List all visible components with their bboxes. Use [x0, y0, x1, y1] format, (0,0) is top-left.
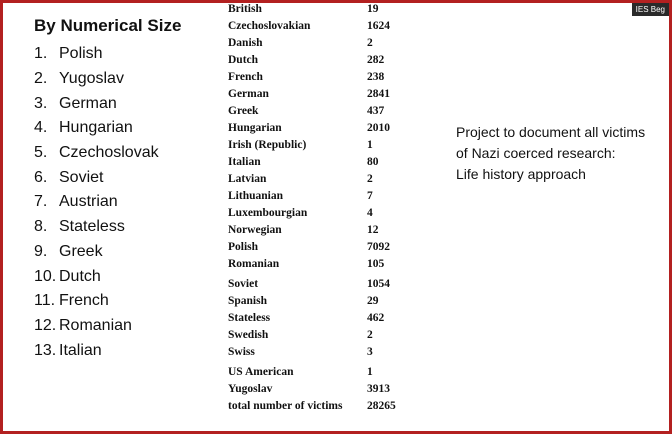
- rank-item: [34, 165, 159, 190]
- ranking-title: By Numerical Size: [34, 16, 182, 35]
- count-cell: 1: [367, 139, 373, 151]
- count-cell: 462: [367, 312, 385, 324]
- rank-item: [34, 264, 159, 289]
- rank-item: [34, 42, 159, 67]
- count-cell: 437: [367, 105, 385, 117]
- rank-number: 6.: [34, 168, 48, 186]
- rank-number: 10.: [34, 267, 57, 285]
- rank-number: 1.: [34, 45, 48, 63]
- note-line: Project to document all victims: [456, 124, 646, 140]
- nationality-cell: Norwegian: [228, 224, 282, 236]
- rank-nationality: Stateless: [59, 218, 125, 236]
- rank-number: 13.: [34, 341, 57, 359]
- nationality-cell: Hungarian: [228, 122, 282, 134]
- nationality-cell: US American: [228, 366, 294, 378]
- count-cell: 3913: [367, 383, 390, 395]
- rank-nationality: Greek: [59, 242, 103, 260]
- count-cell: 28265: [367, 400, 396, 412]
- count-cell: 1054: [367, 278, 390, 290]
- rank-number: 11.: [34, 292, 56, 310]
- project-note: [456, 122, 668, 185]
- nationality-cell: Romanian: [228, 258, 280, 270]
- count-cell: 238: [367, 71, 385, 83]
- count-cell: 282: [367, 54, 385, 66]
- rank-nationality: Czechoslovak: [59, 144, 159, 162]
- rank-nationality: Romanian: [59, 316, 132, 334]
- rank-number: 12.: [34, 316, 57, 334]
- rank-nationality: Hungarian: [59, 119, 133, 137]
- count-cell: 1624: [367, 20, 390, 32]
- nationality-cell: Spanish: [228, 295, 268, 307]
- rank-item: [34, 190, 159, 215]
- count-cell: 2: [367, 173, 373, 185]
- rank-item: [34, 215, 159, 240]
- count-cell: 19: [367, 3, 379, 15]
- rank-number: 5.: [34, 144, 48, 162]
- rank-number: 9.: [34, 242, 48, 260]
- presenter-badge: IES Beg: [632, 3, 669, 16]
- nationality-cell: Lithuanian: [228, 190, 283, 202]
- rank-number: 7.: [34, 193, 48, 211]
- nationality-cell: Dutch: [228, 54, 259, 66]
- rank-nationality: Soviet: [59, 168, 104, 186]
- rank-nationality: German: [59, 94, 117, 112]
- nationality-cell: Yugoslav: [228, 383, 273, 395]
- rank-item: [34, 314, 159, 339]
- nationality-cell: German: [228, 88, 269, 100]
- rank-number: 2.: [34, 70, 48, 88]
- nationality-cell: Swiss: [228, 346, 255, 358]
- count-cell: 2841: [367, 88, 390, 100]
- nationality-cell: Polish: [228, 241, 259, 253]
- count-cell: 1: [367, 366, 373, 378]
- nationality-cell: Soviet: [228, 278, 259, 290]
- nationality-cell: Luxembourgian: [228, 207, 308, 219]
- rank-item: [34, 240, 159, 265]
- rank-item: [34, 289, 159, 314]
- count-cell: 7092: [367, 241, 390, 253]
- rank-item: [34, 91, 159, 116]
- count-cell: 2: [367, 37, 373, 49]
- note-line: Life history approach: [456, 166, 586, 182]
- nationality-cell: Swedish: [228, 329, 269, 341]
- count-cell: 12: [367, 224, 379, 236]
- count-cell: 105: [367, 258, 385, 270]
- rank-nationality: Polish: [59, 45, 103, 63]
- rank-item: [34, 116, 159, 141]
- rank-item: [34, 67, 159, 92]
- nationality-cell: Danish: [228, 37, 263, 49]
- note-line: of Nazi coerced research:: [456, 145, 616, 161]
- rank-nationality: Dutch: [59, 267, 101, 285]
- rank-number: 4.: [34, 119, 48, 137]
- count-cell: 7: [367, 190, 373, 202]
- rank-nationality: French: [59, 292, 109, 310]
- rank-nationality: Yugoslav: [59, 70, 124, 88]
- nationality-cell: Italian: [228, 156, 261, 168]
- count-cell: 2: [367, 329, 373, 341]
- count-cell: 3: [367, 346, 373, 358]
- count-cell: 29: [367, 295, 379, 307]
- rank-item: [34, 338, 159, 363]
- rank-item: [34, 141, 159, 166]
- nationality-cell: Greek: [228, 105, 259, 117]
- ranking-list: [34, 42, 159, 363]
- rank-number: 8.: [34, 218, 48, 236]
- rank-number: 3.: [34, 94, 48, 112]
- count-cell: 4: [367, 207, 373, 219]
- rank-nationality: Austrian: [59, 193, 118, 211]
- rank-nationality: Italian: [59, 341, 102, 359]
- nationality-cell: Irish (Republic): [228, 139, 307, 151]
- count-cell: 80: [367, 156, 379, 168]
- nationality-cell: total number of victims: [228, 400, 343, 412]
- nationality-cell: British: [228, 3, 262, 15]
- nationality-cell: Latvian: [228, 173, 267, 185]
- count-cell: 2010: [367, 122, 390, 134]
- nationality-cell: French: [228, 71, 263, 83]
- nationality-cell: Czechoslovakian: [228, 20, 311, 32]
- nationality-cell: Stateless: [228, 312, 271, 324]
